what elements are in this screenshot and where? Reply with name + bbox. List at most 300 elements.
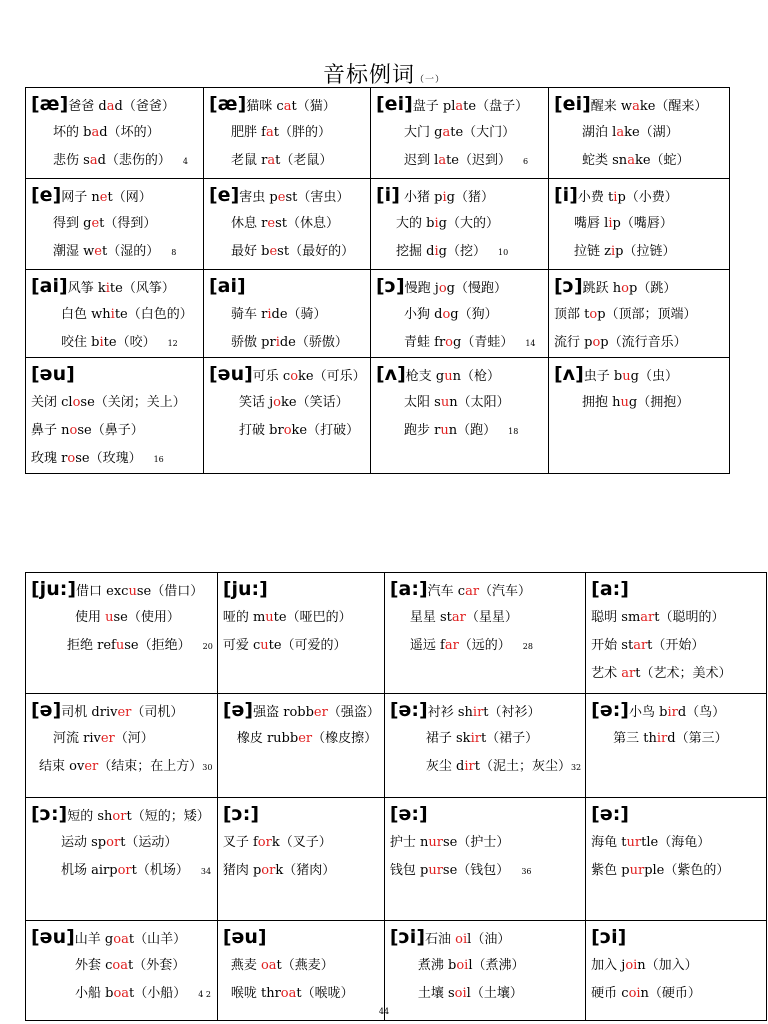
word-text: 蛇类: [582, 153, 613, 168]
word-text: g: [438, 244, 447, 259]
word-text: c: [282, 369, 291, 384]
word-text: r: [261, 216, 268, 231]
entry-line-head: [554, 182, 725, 210]
highlighted-letters: o: [589, 307, 598, 322]
entry-line: [31, 857, 213, 885]
word-text: 拥抱: [582, 395, 613, 410]
entry-line-head: [554, 361, 725, 389]
word-text: r: [261, 153, 268, 168]
word-text: te: [268, 638, 282, 653]
word-text: d: [456, 759, 465, 774]
highlighted-letters: oi: [628, 986, 641, 1001]
entry-line-head: [390, 576, 581, 604]
word-text: j: [434, 281, 439, 296]
entry-line: [223, 952, 380, 980]
highlighted-letters: i: [105, 281, 110, 296]
word-text: te: [446, 153, 459, 168]
word-text: 流行: [554, 335, 585, 350]
word-text: （泥土；灰尘）: [479, 759, 571, 774]
entry-line: [554, 389, 725, 417]
word-text: （打破）: [307, 423, 360, 438]
word-text: sh: [97, 809, 113, 824]
word-text: t: [291, 99, 297, 114]
word-text: t: [128, 958, 134, 973]
highlighted-letters: ur: [629, 863, 645, 878]
word-text: （跑）: [457, 423, 497, 438]
word-text: 骄傲: [231, 335, 262, 350]
entry-line: [390, 604, 581, 632]
word-text: （艺术；美术）: [640, 666, 732, 681]
word-text: 潮湿: [53, 244, 84, 259]
word-text: s: [83, 153, 90, 168]
word-text: （大的）: [446, 216, 499, 231]
phonetic-symbol: [ɔ]: [376, 275, 405, 297]
word-text: g: [630, 369, 639, 384]
word-text: （海龟）: [658, 835, 711, 850]
word-text: （白色的）: [127, 307, 193, 322]
example-number: 4 2: [198, 990, 212, 999]
highlighted-letters: ar: [465, 584, 480, 599]
example-number: 12: [167, 339, 178, 348]
word-text: d: [677, 705, 687, 720]
entry-line: [31, 445, 199, 473]
word-text: g: [453, 335, 462, 350]
word-text: t: [296, 986, 302, 1001]
entry-line-head: [223, 576, 380, 604]
word-text: p: [628, 281, 638, 296]
word-text: 坏的: [53, 125, 84, 140]
word-text: （鼻子）: [91, 423, 144, 438]
title-main: 音标例词: [322, 63, 415, 88]
word-text: 湖泊: [582, 125, 613, 140]
table-row: [26, 573, 767, 694]
highlighted-letters: u: [620, 395, 629, 410]
entry-line: [376, 417, 544, 445]
word-text: 星星: [409, 610, 440, 625]
entry-line: [31, 604, 213, 632]
word-text: z: [604, 244, 611, 259]
entry-line: [209, 417, 366, 445]
word-text: 运动: [61, 835, 92, 850]
word-text: （油）: [471, 932, 511, 947]
word-text: c: [457, 584, 466, 599]
entry-line: [31, 980, 213, 1008]
highlighted-letters: i: [434, 216, 439, 231]
entry-line-head: [209, 182, 366, 210]
entry-line: [554, 210, 725, 238]
word-text: （燕麦）: [281, 958, 334, 973]
word-text: （煮沸）: [472, 958, 525, 973]
word-text: 硬币: [591, 986, 622, 1001]
highlighted-letters: or: [106, 835, 121, 850]
word-text: 猪肉: [222, 863, 253, 878]
highlighted-letters: o: [290, 369, 299, 384]
word-text: （哑巴的）: [286, 610, 352, 625]
entry-line: [390, 632, 581, 660]
phonetic-symbol: [ə]: [31, 699, 62, 721]
entry-line: [591, 952, 762, 980]
word-text: （拒绝）: [138, 638, 191, 653]
word-text: （汽车）: [479, 584, 532, 599]
highlighted-letters: e: [277, 190, 286, 205]
word-text: h: [612, 281, 622, 296]
example-number: 18: [508, 427, 519, 436]
word-text: 盘子: [412, 99, 443, 114]
entry-line: [376, 238, 544, 266]
word-text: 小鸟: [629, 705, 660, 720]
word-text: （可乐）: [313, 369, 366, 384]
word-text: t: [621, 835, 627, 850]
phonetic-symbol: [əu]: [31, 363, 75, 385]
highlighted-letters: a: [283, 99, 292, 114]
word-text: 艺术: [591, 666, 622, 681]
highlighted-letters: u: [128, 584, 137, 599]
word-text: （开始）: [652, 638, 705, 653]
word-text: 打破: [239, 423, 270, 438]
word-text: n: [449, 395, 458, 410]
page-title: [0, 58, 768, 89]
entry-line-head: [31, 91, 199, 119]
word-text: ke: [291, 423, 308, 438]
entry-line: [591, 857, 762, 885]
word-text: （湖）: [639, 125, 679, 140]
entry-line-head: [376, 182, 544, 210]
cell-content: [549, 88, 729, 175]
word-text: 跑步: [404, 423, 435, 438]
cell-content: [218, 694, 384, 753]
highlighted-letters: ir: [472, 705, 484, 720]
word-text: （风筝）: [122, 281, 175, 296]
word-text: l: [604, 216, 609, 231]
word-text: （关闭；关上）: [94, 395, 186, 410]
entry-line: [390, 952, 581, 980]
highlighted-letters: a: [455, 99, 464, 114]
entry-line: [209, 147, 366, 175]
word-text: c: [252, 638, 261, 653]
word-text: p: [615, 244, 624, 259]
word-text: （得到）: [104, 216, 157, 231]
entry-line: [31, 301, 199, 329]
entry-line-head: [376, 91, 544, 119]
word-text: 老鼠: [231, 153, 262, 168]
word-text: p: [584, 335, 593, 350]
highlighted-letters: a: [442, 125, 451, 140]
highlighted-letters: i: [442, 190, 447, 205]
word-text: k: [271, 835, 280, 850]
entry-line: [591, 829, 762, 857]
word-text: pl: [442, 99, 456, 114]
word-text: 第三: [613, 731, 644, 746]
word-text: g: [83, 216, 92, 231]
word-text: 土壤: [417, 986, 448, 1001]
phonics-cell: [217, 798, 384, 921]
entry-line: [554, 301, 725, 329]
highlighted-letters: oi: [455, 932, 468, 947]
cell-content: [26, 694, 217, 781]
phonics-cell: [26, 88, 204, 179]
entry-line-head: [591, 801, 762, 829]
phonics-cell: [26, 921, 218, 1021]
word-text: b: [91, 335, 100, 350]
word-text: （橡皮擦）: [312, 731, 378, 746]
word-text: （星星）: [465, 610, 518, 625]
example-number: 14: [525, 339, 536, 348]
word-text: m: [252, 610, 266, 625]
example-number: 8: [171, 248, 177, 257]
entry-line: [31, 753, 213, 781]
word-text: （虫）: [638, 369, 678, 384]
entry-line: [223, 980, 380, 1008]
highlighted-letters: i: [434, 244, 439, 259]
word-text: （聪明的）: [659, 610, 725, 625]
word-text: te: [103, 335, 117, 350]
word-text: 护士: [389, 835, 420, 850]
cell-content: [371, 179, 548, 266]
phonics-cell: [549, 179, 730, 270]
phonics-cell: [217, 573, 384, 694]
word-text: 白色: [61, 307, 92, 322]
cell-content: [371, 88, 548, 175]
entry-line: [390, 857, 581, 885]
phonetic-symbol: [a:]: [389, 578, 428, 600]
word-text: te: [109, 281, 123, 296]
entry-line-head: [31, 273, 199, 301]
word-text: d: [434, 307, 443, 322]
word-text: 可乐: [252, 369, 283, 384]
word-text: c: [621, 986, 629, 1001]
word-text: t: [273, 125, 279, 140]
word-text: 外套: [75, 958, 106, 973]
phonics-cell: [204, 179, 371, 270]
phonetic-symbol: [æ]: [31, 93, 69, 115]
word-text: （休息）: [286, 216, 339, 231]
entry-line: [390, 753, 581, 781]
highlighted-letters: ir: [464, 759, 475, 774]
word-text: r: [61, 451, 68, 466]
word-text: t: [635, 666, 641, 681]
word-text: p: [621, 863, 630, 878]
highlighted-letters: a: [632, 99, 640, 114]
word-text: （坏的）: [107, 125, 160, 140]
entry-line: [209, 119, 366, 147]
cell-content: [26, 270, 203, 357]
word-text: st: [275, 216, 287, 231]
word-text: b: [659, 705, 668, 720]
phonics-table-1: [25, 87, 730, 474]
word-text: t: [654, 610, 660, 625]
word-text: 跳跃: [582, 281, 613, 296]
phonics-cell: [384, 694, 585, 798]
entry-line: [209, 389, 366, 417]
word-text: h: [612, 395, 621, 410]
highlighted-letters: er: [117, 705, 132, 720]
word-text: cl: [61, 395, 73, 410]
cell-content: [586, 573, 766, 688]
word-text: l: [612, 125, 617, 140]
word-text: t: [107, 190, 113, 205]
word-text: sh: [457, 705, 473, 720]
word-text: 玫瑰: [31, 451, 62, 466]
example-number: 32: [570, 763, 582, 772]
word-text: l: [468, 958, 473, 973]
word-text: （小费）: [625, 190, 678, 205]
phonics-cell: [204, 270, 371, 358]
entry-line: [591, 632, 762, 660]
highlighted-letters: u: [105, 610, 114, 625]
word-text: （老鼠）: [280, 153, 333, 168]
entry-line: [209, 301, 366, 329]
phonetic-symbol: [ə:]: [591, 803, 629, 825]
highlighted-letters: a: [265, 125, 274, 140]
highlighted-letters: o: [592, 335, 601, 350]
word-text: l: [434, 153, 439, 168]
phonics-cell: [371, 358, 549, 474]
word-text: ke: [639, 99, 656, 114]
highlighted-letters: ar: [451, 610, 466, 625]
highlighted-letters: i: [110, 307, 115, 322]
entry-line-head: [591, 924, 762, 952]
word-text: 短的: [67, 809, 98, 824]
highlighted-letters: a: [91, 125, 100, 140]
word-text: 悲伤: [53, 153, 84, 168]
entry-line: [31, 417, 199, 445]
word-text: 太阳: [404, 395, 435, 410]
word-text: se: [136, 584, 152, 599]
word-text: se: [113, 610, 128, 625]
phonetic-symbol: [əu]: [209, 363, 253, 385]
phonetic-symbol: [ə:]: [591, 699, 629, 721]
word-text: te: [450, 125, 464, 140]
example-number: 34: [200, 867, 212, 876]
table-row: [26, 798, 767, 921]
word-text: （盘子）: [476, 99, 529, 114]
phonetic-symbol: [a:]: [591, 578, 629, 600]
word-text: 爸爸: [68, 99, 99, 114]
highlighted-letters: a: [627, 153, 635, 168]
cell-content: [549, 179, 729, 266]
word-text: th: [643, 731, 657, 746]
highlighted-letters: a: [267, 153, 276, 168]
phonics-cell: [217, 921, 384, 1021]
entry-line-head: [591, 697, 762, 725]
word-text: t: [480, 731, 487, 746]
phonetic-symbol: [ai]: [209, 275, 246, 297]
word-text: 枪支: [405, 369, 436, 384]
word-text: t: [474, 759, 480, 774]
entry-line-head: [554, 91, 725, 119]
word-text: b: [105, 986, 114, 1001]
highlighted-letters: a: [438, 153, 447, 168]
phonics-cell: [586, 573, 767, 694]
word-text: （猫）: [296, 99, 336, 114]
highlighted-letters: e: [94, 244, 102, 259]
word-text: 海龟: [591, 835, 622, 850]
word-text: （加入）: [645, 958, 698, 973]
word-text: （太阳）: [457, 395, 510, 410]
highlighted-letters: o: [67, 451, 76, 466]
word-text: （运动）: [125, 835, 178, 850]
cell-content: [26, 573, 217, 660]
phonetic-symbol: [ju:]: [31, 578, 77, 600]
highlighted-letters: ur: [428, 835, 443, 850]
word-text: s: [448, 986, 455, 1001]
word-text: （衬衫）: [488, 705, 541, 720]
word-text: （拥抱）: [637, 395, 690, 410]
example-number: 28: [522, 642, 533, 651]
word-text: w: [83, 244, 95, 259]
entry-line: [223, 632, 380, 660]
highlighted-letters: o: [442, 307, 451, 322]
example-number: 6: [523, 157, 529, 166]
word-text: 机场: [61, 863, 92, 878]
entry-line-head: [223, 924, 380, 952]
word-text: 煮沸: [417, 958, 448, 973]
entry-line: [554, 238, 725, 266]
word-text: b: [613, 369, 623, 384]
word-text: ke: [281, 395, 297, 410]
word-text: st: [285, 190, 298, 205]
word-text: （跳）: [637, 281, 677, 296]
phonetic-symbol: [ɔ:]: [31, 803, 68, 825]
word-text: （嘴唇）: [620, 216, 673, 231]
phonics-cell: [26, 179, 204, 270]
word-text: de: [271, 307, 288, 322]
word-text: 咬住: [61, 335, 92, 350]
word-text: j: [621, 958, 626, 973]
word-text: t: [483, 705, 489, 720]
phonetic-symbol: [ai]: [31, 275, 68, 297]
word-text: robb: [283, 705, 314, 720]
highlighted-letters: oa: [260, 958, 277, 973]
highlighted-letters: o: [69, 423, 78, 438]
word-text: p: [597, 307, 606, 322]
word-text: g: [434, 125, 443, 140]
cell-content: [385, 798, 585, 885]
highlighted-letters: er: [100, 731, 115, 746]
word-text: b: [448, 958, 457, 973]
word-text: （借口）: [151, 584, 204, 599]
highlighted-letters: er: [84, 759, 99, 774]
phonetic-symbol: [i]: [554, 184, 578, 206]
highlighted-letters: ar: [640, 610, 655, 625]
table-row: [26, 921, 767, 1021]
word-text: n: [448, 423, 458, 438]
highlighted-letters: e: [91, 216, 100, 231]
highlighted-letters: i: [267, 307, 272, 322]
highlighted-letters: o: [72, 395, 81, 410]
word-text: thr: [260, 986, 281, 1001]
word-text: k: [275, 863, 284, 878]
word-text: （迟到）: [459, 153, 512, 168]
word-text: d: [114, 99, 123, 114]
highlighted-letters: ir: [470, 731, 481, 746]
word-text: 骑车: [231, 307, 262, 322]
word-text: st: [440, 610, 452, 625]
word-text: w: [620, 99, 633, 114]
word-text: p: [600, 335, 609, 350]
word-text: 迟到: [404, 153, 435, 168]
word-text: 虫子: [583, 369, 614, 384]
cell-content: [204, 358, 370, 445]
highlighted-letters: oi: [625, 958, 638, 973]
phonetic-symbol: [ə:]: [389, 699, 428, 721]
entry-line-head: [31, 576, 213, 604]
phonics-cell: [26, 694, 218, 798]
word-text: （枪）: [460, 369, 500, 384]
highlighted-letters: u: [265, 610, 274, 625]
entry-line-head: [376, 361, 544, 389]
example-number: 20: [202, 642, 213, 651]
